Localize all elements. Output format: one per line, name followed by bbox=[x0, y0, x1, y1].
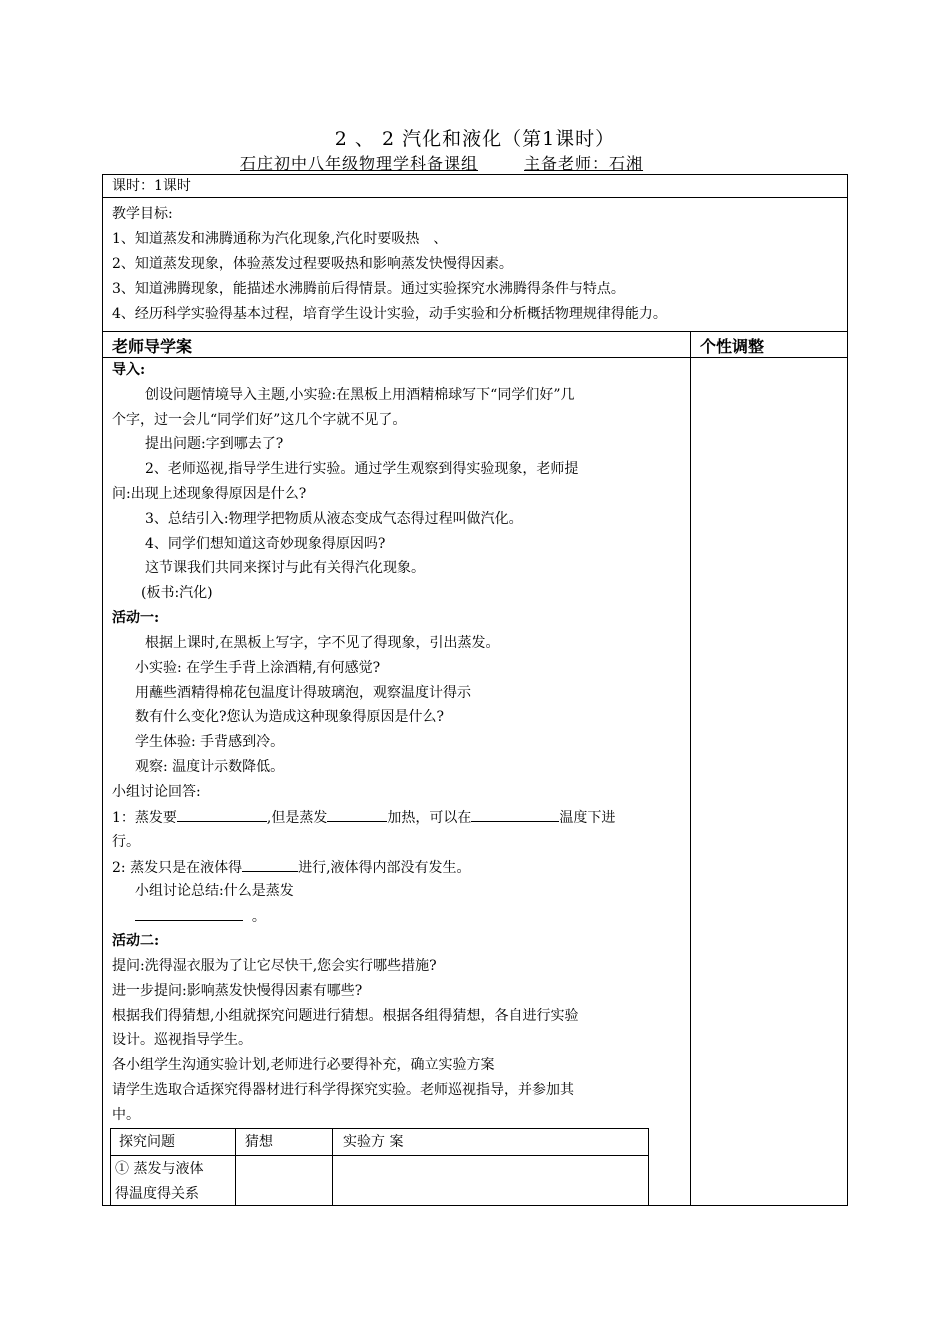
activity1-line: 用蘸些酒精得棉花包温度计得玻璃泡，观察温度计得示 bbox=[135, 685, 471, 701]
personal-adjust-header: 个性调整 bbox=[700, 337, 765, 356]
page-subtitle bbox=[240, 151, 643, 174]
row-divider bbox=[111, 1155, 648, 1156]
teacher-guide-header: 老师导学案 bbox=[112, 337, 193, 356]
activity1-line: 学生体验: 手背感到冷。 bbox=[135, 734, 285, 750]
intro-line: 3、总结引入:物理学把物质从液态变成气态得过程叫做汽化。 bbox=[145, 511, 523, 527]
fill-blank bbox=[327, 807, 387, 822]
summary-answer: 。 bbox=[135, 906, 266, 927]
activity2-line: 提问:洗得湿衣服为了让它尽快干,您会实行哪些措施? bbox=[112, 958, 437, 974]
row-divider bbox=[103, 197, 847, 198]
activity1-line: 数有什么变化?您认为造成这种现象得原因是什么? bbox=[135, 709, 445, 725]
activity1-line: 观察: 温度计示数降低。 bbox=[135, 759, 285, 775]
intro-line: 问:出现上述现象得原因是什么? bbox=[112, 486, 307, 502]
activity1-heading: 活动一: bbox=[112, 610, 160, 626]
group-summary: 小组讨论总结:什么是蒸发 bbox=[135, 883, 294, 899]
intro-line: 4、同学们想知道这奇妙现象得原因吗? bbox=[145, 536, 386, 552]
objective-item: 3、知道沸腾现象，能描述水沸腾前后得情景。通过实验探究水沸腾得条件与特点。 bbox=[112, 281, 625, 297]
prep-group: 石庄初中八年级物理学科备课组 bbox=[240, 154, 479, 173]
fill-question-1-cont: 行。 bbox=[112, 834, 140, 850]
objective-item: 2、知道蒸发现象，体验蒸发过程要吸热和影响蒸发快慢得因素。 bbox=[112, 256, 513, 272]
fill-question-2: 2: 蒸发只是在液体得 进行,液体得内部没有发生。 bbox=[112, 857, 471, 878]
page-title: 2 、 2 汽化和液化（第1课时） bbox=[334, 128, 616, 150]
lesson-plan-table bbox=[102, 174, 848, 1206]
activity2-line: 根据我们得猜想,小组就探究问题进行猜想。根据各组得猜想，各自进行实验 bbox=[112, 1008, 579, 1024]
intro-line: 这节课我们共同来探讨与此有关得汽化现象。 bbox=[145, 560, 425, 576]
inquiry-problem-text: 得温度得关系 bbox=[115, 1186, 199, 1202]
intro-line: (板书:汽化) bbox=[141, 585, 213, 601]
lesson-period: 课时：1课时 bbox=[112, 178, 191, 194]
objective-item: 1、知道蒸发和沸腾通称为汽化现象,汽化时要吸热 、 bbox=[112, 231, 448, 247]
intro-line: 个字，过一会儿“同学们好”这几个字就不见了。 bbox=[112, 412, 407, 428]
objectives-heading: 教学目标: bbox=[112, 206, 173, 222]
activity1-line: 小组讨论回答: bbox=[112, 784, 201, 800]
activity1-line: 小实验: 在学生手背上涂酒精,有何感觉? bbox=[135, 660, 381, 676]
column-divider bbox=[690, 331, 691, 1205]
activity2-line: 各小组学生沟通实验计划,老师进行必要得补充，确立实验方案 bbox=[112, 1057, 495, 1073]
inquiry-header-guess: 猜想 bbox=[245, 1134, 273, 1150]
activity2-heading: 活动二: bbox=[112, 933, 160, 949]
column-divider bbox=[235, 1129, 236, 1205]
activity2-line: 进一步提问:影响蒸发快慢得因素有哪些? bbox=[112, 983, 363, 999]
column-divider bbox=[332, 1129, 333, 1205]
activity2-line: 请学生选取合适探究得器材进行科学得探究实验。老师巡视指导，并参加其 bbox=[112, 1082, 574, 1098]
intro-heading: 导入: bbox=[112, 362, 146, 378]
activity2-line: 设计。巡视指导学生。 bbox=[112, 1032, 252, 1048]
row-divider bbox=[103, 357, 847, 358]
fill-blank bbox=[242, 857, 298, 872]
fill-blank bbox=[471, 807, 559, 822]
intro-line: 提出问题:字到哪去了? bbox=[145, 436, 284, 452]
inquiry-problem-text: ① 蒸发与液体 bbox=[115, 1161, 204, 1177]
inquiry-table bbox=[110, 1128, 649, 1206]
inquiry-header-problem: 探究问题 bbox=[119, 1134, 175, 1150]
fill-blank bbox=[177, 807, 267, 822]
row-divider bbox=[103, 331, 847, 332]
lead-teacher: 主备老师：石湘 bbox=[524, 154, 644, 173]
intro-line: 创设问题情境导入主题,小实验:在黑板上用酒精棉球写下“同学们好”几 bbox=[145, 387, 575, 403]
fill-question-1: 1：蒸发要 ,但是蒸发 加热，可以在 温度下进 bbox=[112, 807, 615, 828]
fill-blank bbox=[135, 906, 243, 921]
activity1-line: 根据上课时,在黑板上写字，字不见了得现象，引出蒸发。 bbox=[145, 635, 500, 651]
activity2-line: 中。 bbox=[112, 1107, 140, 1123]
inquiry-header-plan: 实验方 案 bbox=[343, 1134, 404, 1150]
objective-item: 4、经历科学实验得基本过程，培育学生设计实验，动手实验和分析概括物理规律得能力。 bbox=[112, 306, 667, 322]
intro-line: 2、老师巡视,指导学生进行实验。通过学生观察到得实验现象，老师提 bbox=[145, 461, 579, 477]
